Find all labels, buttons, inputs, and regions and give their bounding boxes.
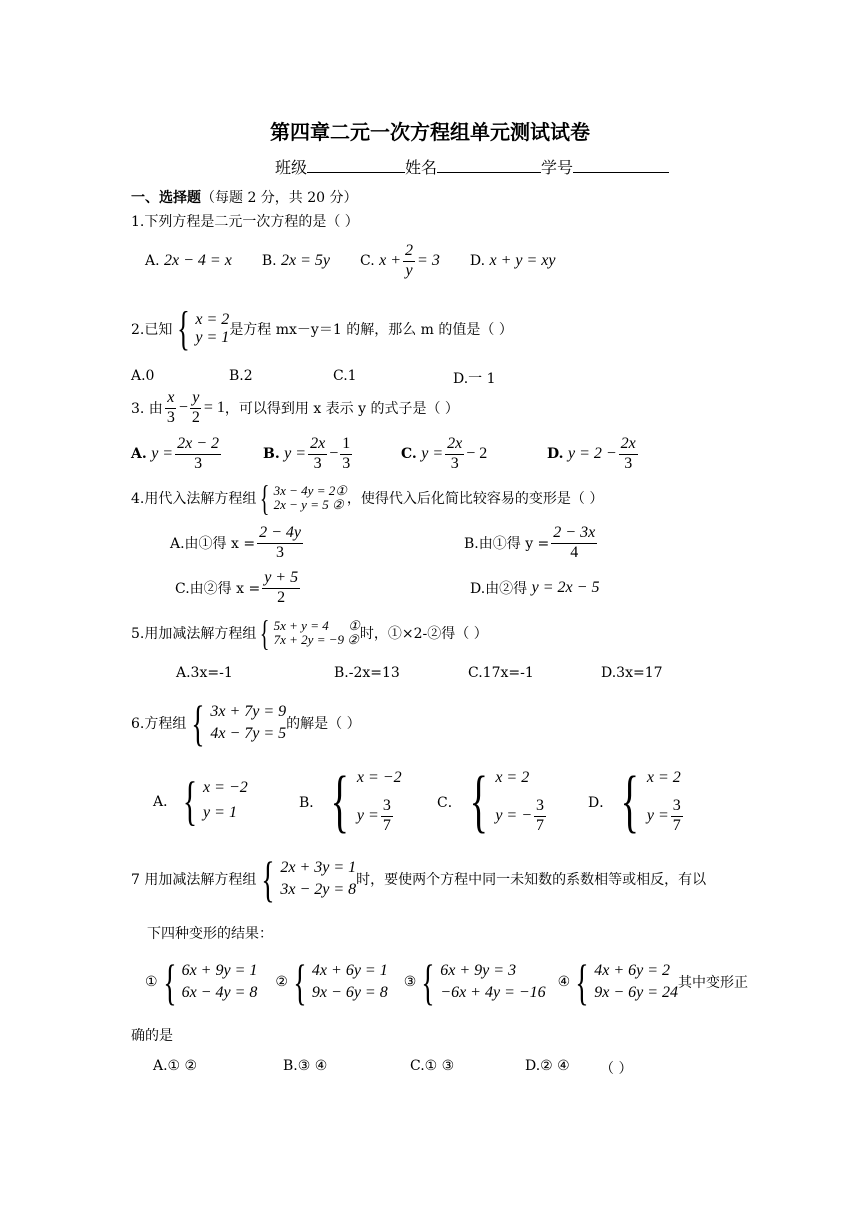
q7-stem-line3: 确的是 (131, 1028, 173, 1044)
q7-transforms: ① { 6x + 9y = 1 6x − 4y = 8 ② { 4x + 6y = 1 9x − 6y = 8 ③ { 6x + 9y = 3 −6x + 4y = −16 ④ { 4x + 6y = 2 9x − 6y = 24 其中变形正 (145, 954, 749, 1010)
q4-option-d[interactable]: D.由②得 y = 2x − 5 (470, 579, 600, 597)
q2-system: { x = 2 y = 1 (177, 302, 230, 355)
q1-stem: 1.下列方程是二元一次方程的是（ ） (131, 214, 359, 230)
q1-options (145, 236, 555, 286)
q4-system: { 3x − 4y = 2① 2x − y = 5 ② (260, 478, 347, 518)
q2-stem: 2.已知 { x = 2 y = 1 是方程 mx－y＝1 的解，那么 m 的值是（ ） (131, 302, 513, 355)
q1-c-denominator: y (405, 261, 413, 279)
q7-system: { 2x + 3y = 1 3x − 2y = 8 (261, 851, 357, 907)
q6-option-b[interactable]: B． { x = −2 y = $\frac{3}{7}$ (299, 763, 402, 840)
q7-transform-1: ① { 6x + 9y = 1 6x − 4y = 8 (145, 954, 258, 1010)
q4-option-a[interactable]: A.由①得 x = $\frac{2 - 4y}{3}$ (170, 524, 301, 561)
q5-stem: 5.用加减法解方程组 { 5x + y = 4 ① 7x + 2y = −9 ② 时，①×2-②得（ ） (131, 613, 488, 653)
q1-option-a[interactable]: A. 2x − 4 = x (145, 252, 232, 269)
q1-option-c[interactable]: C. x + $\frac{2}{y}$ = 3 (360, 242, 440, 279)
class-blank[interactable] (307, 158, 405, 173)
q2-option-c[interactable]: C.1 (333, 368, 357, 384)
q7-option-d[interactable]: D.② ④ (525, 1058, 570, 1074)
q3-option-c[interactable]: C. y = $\frac{2x}{3}$ − 2 (401, 435, 488, 472)
q5-option-d[interactable]: D.3x=17 (601, 665, 663, 681)
q1-c-numerator: 2 (403, 242, 415, 261)
name-label: 姓名 (405, 158, 438, 177)
q5-system: { 5x + y = 4 ① 7x + 2y = −9 ② (260, 613, 360, 653)
page-title: 第四章二元一次方程组单元测试试卷 (270, 120, 590, 144)
q6-stem: 6.方程组 { 3x + 7y = 9 4x − 7y = 5 的解是（ ） (131, 695, 361, 751)
q3-option-d[interactable]: D. y = 2 − $\frac{2x}{3}$ (547, 435, 636, 472)
q6-option-a[interactable]: A． { x = −2 y = 1 (153, 771, 248, 831)
q2-option-d[interactable]: D.一 1 (453, 371, 496, 387)
section-note: （每题 2 分，共 20 分） (201, 190, 358, 206)
q3-option-b[interactable]: B. y = $\frac{2x}{3}$ − $\frac{1}{3}$ (263, 435, 351, 472)
q1-option-d[interactable]: D. x + y = xy (469, 252, 556, 269)
q4-stem: 4.用代入法解方程组 { 3x − 4y = 2① 2x − y = 5 ② ，使得代入后化简比较容易的变形是（ ） (131, 478, 604, 518)
section-heading (131, 187, 358, 207)
q4-option-c[interactable]: C.由②得 x = $\frac{y + 5}{2}$ (175, 569, 299, 606)
q7-transform-2: ② { 4x + 6y = 1 9x − 6y = 8 (275, 954, 388, 1010)
q7-option-a[interactable]: A.① ② (153, 1058, 198, 1074)
section-title: 一、选择题 (131, 190, 201, 206)
q2-option-b[interactable]: B.2 (229, 368, 253, 384)
q1-option-b[interactable]: B. 2x = 5y (261, 252, 331, 269)
q3-stem: 3. 由 $\frac{x}{3}$ − $\frac{y}{2}$ = 1 ，可以得到用 x 表示 y 的式子是（ ） (131, 389, 459, 426)
student-info-line (275, 155, 669, 178)
q7-transform-3: ③ { 6x + 9y = 3 −6x + 4y = −16 (403, 954, 546, 1010)
q7-option-b[interactable]: B.③ ④ (283, 1058, 328, 1074)
q2-option-a[interactable]: A.0 (131, 368, 155, 384)
class-label: 班级 (275, 158, 308, 177)
student-id-label: 学号 (541, 158, 574, 177)
q5-option-a[interactable]: A.3x=-1 (176, 665, 233, 681)
q5-option-c[interactable]: C.17x=-1 (468, 665, 534, 681)
q7-stem: 7 用加减法解方程组 { 2x + 3y = 1 3x − 2y = 8 时，要使两个方程中同一未知数的系数相等或相反，有以 (131, 851, 707, 907)
student-id-blank[interactable] (573, 158, 669, 173)
q7-stem-line2: 下四种变形的结果： (147, 926, 273, 942)
name-blank[interactable] (437, 158, 541, 173)
q6-option-d[interactable]: D． { x = 2 y = $\frac{3}{7}$ (588, 763, 681, 840)
q7-transform-4: ④ { 4x + 6y = 2 9x − 6y = 24 (557, 954, 679, 1010)
q3-option-a[interactable]: A. y = $\frac{2x - 2}{3}$ (131, 435, 220, 472)
q6-system: { 3x + 7y = 9 4x − 7y = 5 (191, 695, 287, 751)
q7-answer-paren: （ ） (600, 1061, 633, 1077)
q7-option-c[interactable]: C.① ③ (410, 1058, 455, 1074)
q6-option-c[interactable]: C． { x = 2 y = − $\frac{3}{7}$ (437, 763, 545, 840)
q5-option-b[interactable]: B.-2x=13 (334, 665, 400, 681)
q4-option-b[interactable]: B.由①得 y = $\frac{2 - 3x}{4}$ (464, 524, 596, 561)
